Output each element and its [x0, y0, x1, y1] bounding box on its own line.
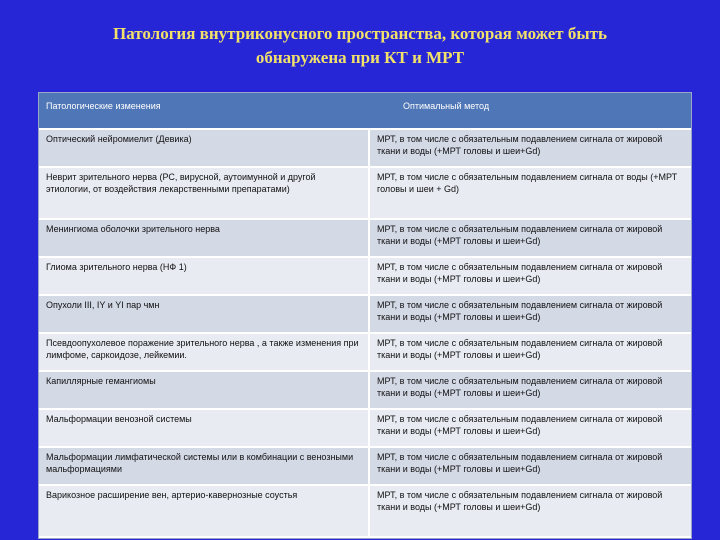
table-row — [39, 409, 691, 447]
method-cell: МРТ, в том числе с обязательным подавлением сигнала от жировой ткани и воды (+МРТ головы и шеи+Gd) — [369, 257, 691, 295]
table-row — [39, 167, 691, 219]
table-row — [39, 371, 691, 409]
slide-title-line-1: Патология внутриконусного пространства, которая может быть — [112, 24, 608, 43]
method-cell: МРТ, в том числе с обязательным подавлением сигнала от воды (+МРТ головы и шеи + Gd) — [369, 167, 691, 219]
table-header-row — [39, 93, 691, 129]
table-row — [39, 447, 691, 485]
pathology-cell: Псевдоопухолевое поражение зрительного нерва , а также изменения при лимфоме, саркоидозе, лейкемии. — [39, 333, 369, 371]
table-row — [39, 333, 691, 371]
slide-title — [0, 22, 720, 70]
method-cell: МРТ, в том числе с обязательным подавлением сигнала от жировой ткани и воды (+МРТ головы и шеи+Gd) — [369, 371, 691, 409]
table-row — [39, 295, 691, 333]
slide-title-line-2: обнаружена при КТ и МРТ — [255, 48, 465, 67]
pathology-cell: Варикозное расширение вен, артерио-кавернозные соустья — [39, 485, 369, 537]
method-cell: МРТ, в том числе с обязательным подавлением сигнала от жировой ткани и воды (+МРТ головы и шеи+Gd) — [369, 333, 691, 371]
header-pathology: Патологические изменения — [39, 93, 369, 129]
header-method: Оптимальный метод — [369, 93, 691, 129]
table-row — [39, 219, 691, 257]
pathology-cell: Менингиома оболочки зрительного нерва — [39, 219, 369, 257]
pathology-cell: Мальформации лимфатической системы или в комбинации с венозными мальформациями — [39, 447, 369, 485]
method-cell: МРТ, в том числе с обязательным подавлением сигнала от жировой ткани и воды (+МРТ головы и шеи+Gd) — [369, 409, 691, 447]
pathology-cell: Глиома зрительного нерва (НФ 1) — [39, 257, 369, 295]
pathology-cell: Капиллярные гемангиомы — [39, 371, 369, 409]
table-row — [39, 257, 691, 295]
table-row — [39, 129, 691, 167]
table-row — [39, 485, 691, 537]
method-cell: МРТ, в том числе с обязательным подавлением сигнала от жировой ткани и воды (+МРТ головы и шеи+Gd) — [369, 295, 691, 333]
pathology-cell: Опухоли III, IY и YI пар чмн — [39, 295, 369, 333]
methods-table — [38, 92, 692, 539]
pathology-cell: Оптический нейромиелит (Девика) — [39, 129, 369, 167]
method-cell: МРТ, в том числе с обязательным подавлением сигнала от жировой ткани и воды (+МРТ головы и шеи+Gd) — [369, 447, 691, 485]
method-cell: МРТ, в том числе с обязательным подавлением сигнала от жировой ткани и воды (+МРТ головы и шеи+Gd) — [369, 129, 691, 167]
pathology-cell: Мальформации венозной системы — [39, 409, 369, 447]
method-cell: МРТ, в том числе с обязательным подавлением сигнала от жировой ткани и воды (+МРТ головы и шеи+Gd) — [369, 219, 691, 257]
pathology-cell: Неврит зрительного нерва (РС, вирусной, аутоимунной и другой этиологии, от воздействия лекарственными препаратами) — [39, 167, 369, 219]
method-cell: МРТ, в том числе с обязательным подавлением сигнала от жировой ткани и воды (+МРТ головы и шеи+Gd) — [369, 485, 691, 537]
